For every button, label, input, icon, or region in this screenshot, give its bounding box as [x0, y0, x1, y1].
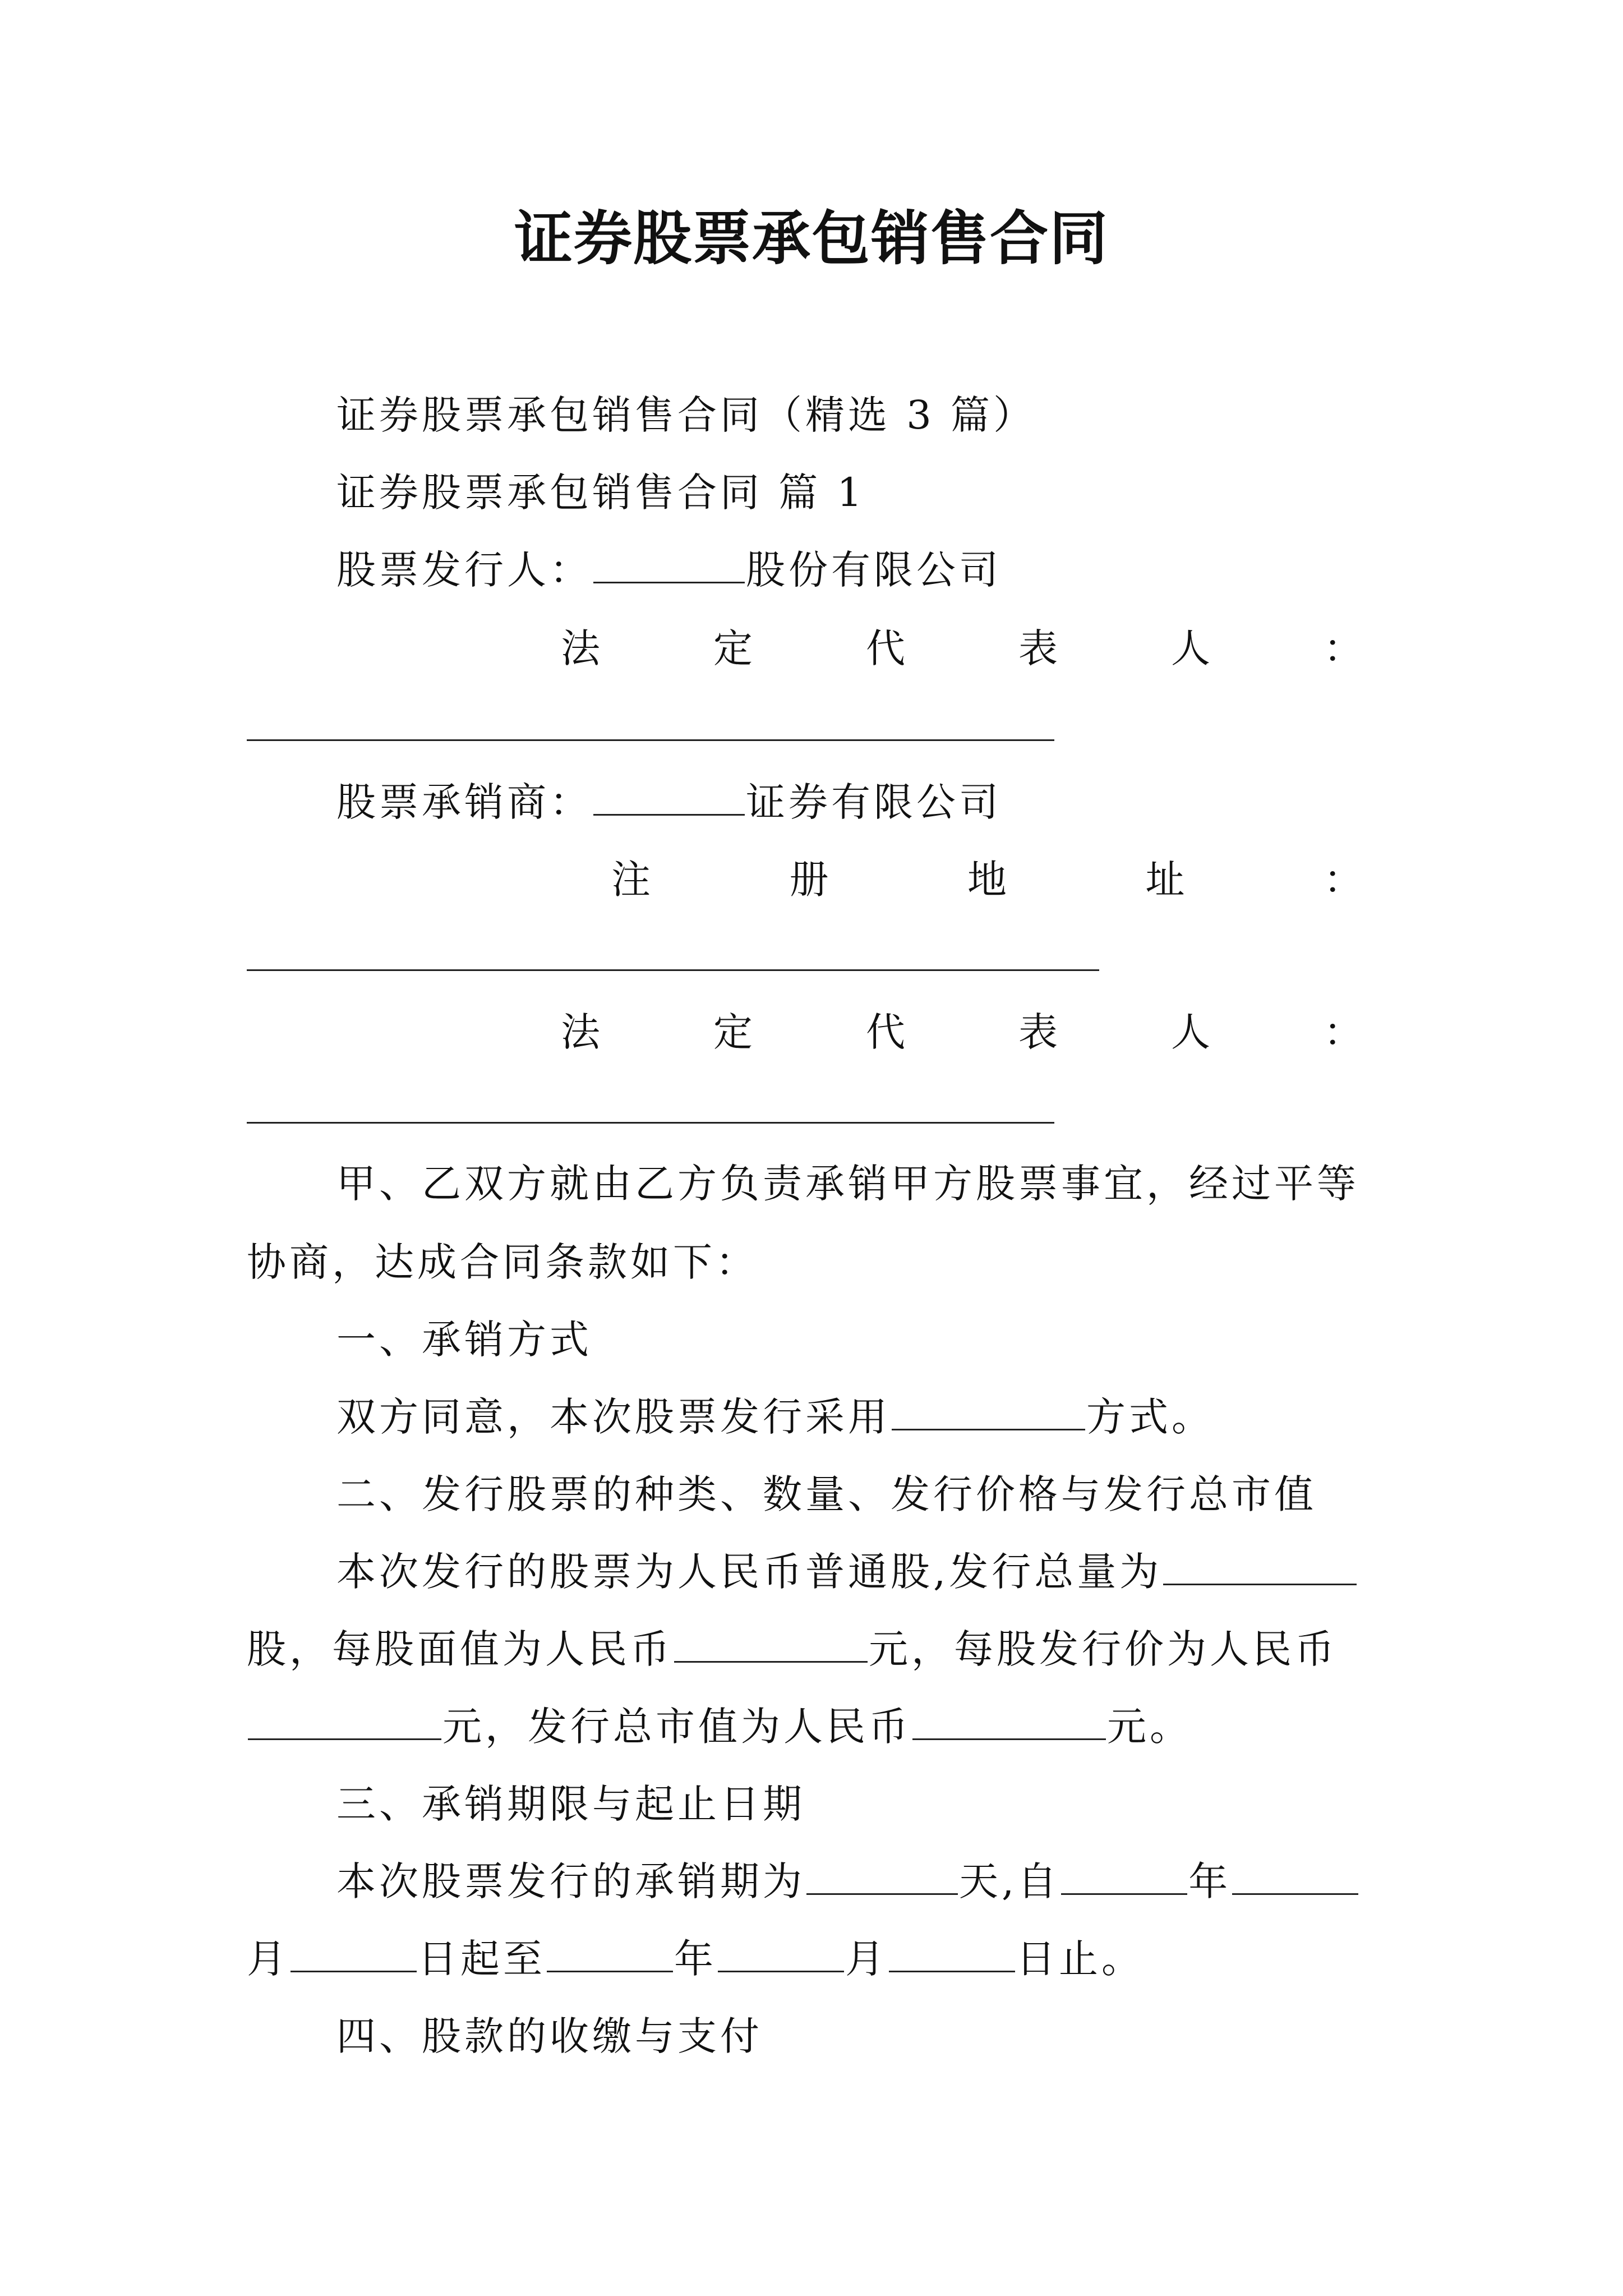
section-1-heading: 一、承销方式: [336, 1317, 592, 1363]
issuer-label: 股票发行人：: [336, 547, 592, 593]
section-1-text: 双方同意，本次股票发行采用 方式。: [336, 1389, 1214, 1445]
underwriter-label: 股票承销商：: [336, 779, 592, 825]
issuer-suffix: 股份有限公司: [746, 547, 1002, 593]
start-day-blank: [291, 1931, 417, 1972]
underwriter-suffix: 证券有限公司: [746, 779, 1002, 825]
issuer-representative-blank: [247, 739, 1054, 741]
total-market-value-blank: [912, 1699, 1106, 1740]
section-2-line1: 本次发行的股票为人民币普通股,发行总量为: [336, 1544, 1358, 1600]
end-year-blank: [547, 1931, 673, 1972]
issuer-name-blank: [593, 542, 745, 583]
start-month-blank: [1232, 1854, 1358, 1895]
underwriting-method-blank: [892, 1389, 1085, 1430]
underwriter-representative-blank: [247, 1122, 1054, 1124]
underwriter-representative-label: 法 定 代 表 人 ：: [561, 1009, 1363, 1055]
section-4-heading: 四、股款的收缴与支付: [336, 2013, 763, 2059]
section-2-line2: 股，每股面值为人民币 元，每股发行价为人民币: [247, 1621, 1338, 1677]
issuer-representative-label: 法 定 代 表 人 ：: [561, 625, 1363, 671]
document-title: 证券股票承包销售合同: [514, 204, 1109, 273]
issuer-line: [336, 542, 1002, 598]
underwriter-address-blank: [247, 969, 1099, 971]
total-shares-blank: [1163, 1544, 1357, 1585]
intro-paragraph-line2: 协商，达成合同条款如下：: [247, 1239, 758, 1285]
underwriter-address-label: 注 册 地 址 ：: [611, 857, 1363, 903]
issue-price-blank: [248, 1699, 441, 1740]
end-day-blank: [889, 1931, 1015, 1972]
document-subtitle: 证券股票承包销售合同（精选 3 篇）: [336, 392, 1036, 438]
intro-paragraph-line1: 甲、乙双方就由乙方负责承销甲方股票事宜，经过平等: [336, 1161, 1359, 1207]
section-3-heading: 三、承销期限与起止日期: [336, 1781, 805, 1827]
section-2-line3: 元，发行总市值为人民币 元。: [247, 1699, 1192, 1755]
section-3-line2: 月 日起至 年 月 日止。: [247, 1931, 1144, 1987]
par-value-blank: [674, 1622, 868, 1663]
section-2-heading: 二、发行股票的种类、数量、发行价格与发行总市值: [336, 1471, 1317, 1517]
section-3-line1: 本次股票发行的承销期为 天,自 年: [336, 1853, 1359, 1910]
start-year-blank: [1061, 1854, 1187, 1895]
underwriter-name-blank: [593, 775, 745, 816]
period-days-blank: [806, 1854, 958, 1895]
chapter-heading: 证券股票承包销售合同 篇 1: [336, 470, 866, 516]
end-month-blank: [718, 1931, 844, 1972]
underwriter-line: [336, 774, 1002, 830]
